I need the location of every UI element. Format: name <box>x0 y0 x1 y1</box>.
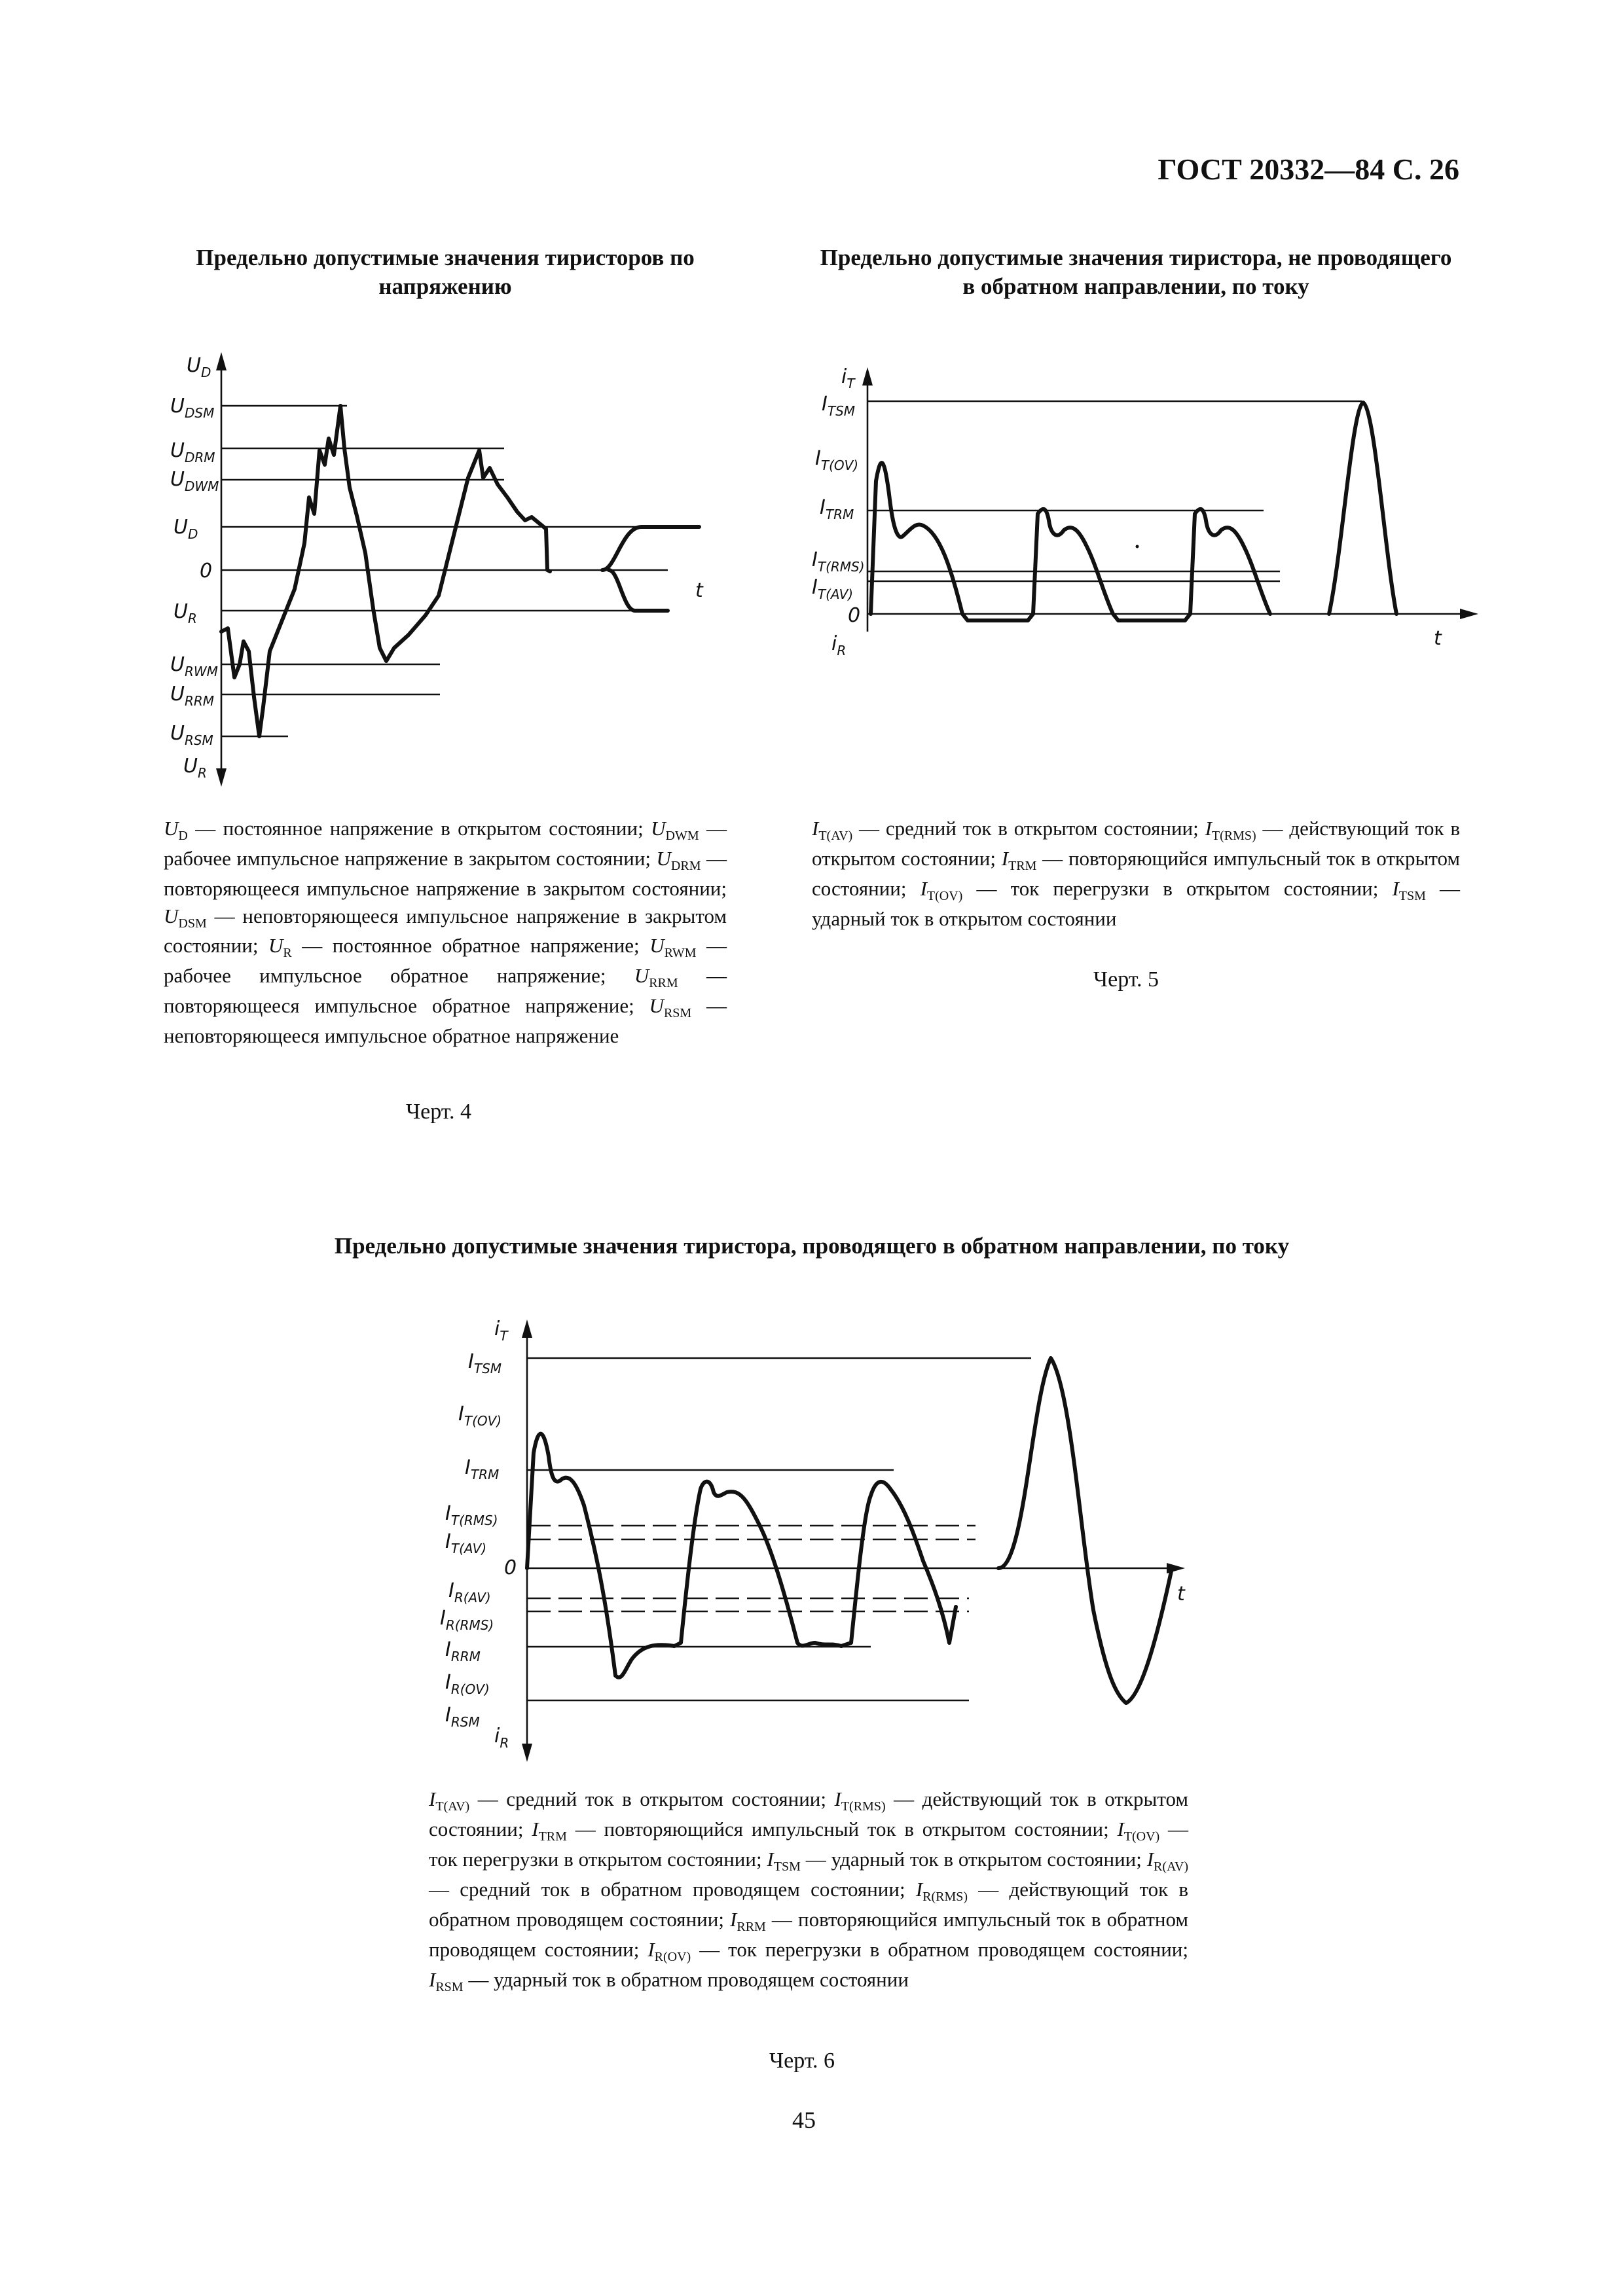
fig5-label: $I_{T(RMS)}$ <box>812 548 865 575</box>
fig6-label: $I_{TRM}$ <box>465 1456 500 1482</box>
fig5-zero-label: 0 <box>848 604 861 627</box>
fig5-legend: $I_{T(AV)}$ — средний ток в открытом состоянии; $I_{T(RMS)}$ — действующий ток в открытом состоянии; $I_{TRM}$ — повторяющийся импульсный ток в открытом состоянии; $I_{T(OV)}$ — ток перегрузки в открытом состоянии; $I_{TSM}$ — ударный ток в открытом состоянии <box>812 817 1460 930</box>
fig5-label: $I_{TRM}$ <box>820 496 854 522</box>
fig5-label: $I_{TSM}$ <box>822 393 856 419</box>
fig4-caption: Черт. 4 <box>406 1100 472 1124</box>
fig6-caption: Черт. 6 <box>769 2049 835 2073</box>
fig4-label: $U_{RSM}$ <box>170 722 213 748</box>
fig6-arrow-down-icon <box>522 1744 532 1762</box>
fig5-label: $I_{T(OV)}$ <box>815 447 859 473</box>
fig4-label: $U_D$ <box>173 516 198 542</box>
fig4-axis-top-label: $U_D$ <box>187 354 211 380</box>
page-header: ГОСТ 20332—84 С. 26 <box>1158 152 1459 186</box>
fig6-surge-wave <box>998 1358 1172 1703</box>
fig6-label: $I_{RSM}$ <box>445 1704 480 1730</box>
fig6-title: Предельно допустимые значения тиристора, проводящего в обратном направлении, по току <box>334 1233 1290 1259</box>
fig5-axis-bottom-label: $i_R$ <box>831 632 847 658</box>
fig4-arrow-down-icon <box>216 768 227 787</box>
fig5-dot <box>1136 545 1139 548</box>
fig6-label: $I_{T(OV)}$ <box>458 1403 502 1429</box>
fig5-axis-top-label: $i_T$ <box>841 365 855 391</box>
fig4-zero-label: 0 <box>200 560 213 583</box>
fig6-label: $I_{R(RMS)}$ <box>440 1607 494 1633</box>
fig5-title: Предельно допустимые значения тиристора, не проводящего в обратном направлении, по току <box>820 245 1452 299</box>
fig5-caption: Черт. 5 <box>1093 967 1159 992</box>
fig5-diagram <box>805 357 1486 684</box>
fig6-label: $I_{T(RMS)}$ <box>445 1502 498 1528</box>
fig6-label: $I_{R(AV)}$ <box>448 1579 491 1605</box>
fig4-label: $U_{DRM}$ <box>170 439 215 465</box>
fig4-label: $U_{RWM}$ <box>170 653 218 679</box>
fig6-axis-top-label: $i_T$ <box>494 1318 508 1344</box>
fig6-zero-label: 0 <box>504 1556 517 1579</box>
fig4-diagram <box>157 340 720 798</box>
fig4-t-label: t <box>695 579 703 602</box>
fig5-label: $I_{T(AV)}$ <box>812 576 854 602</box>
fig6-axis-bottom-label: $i_R$ <box>494 1725 509 1751</box>
fig5-surge-pulse <box>1329 403 1396 614</box>
fig6-t-label: t <box>1177 1583 1185 1605</box>
fig4-voltage-dip <box>609 570 668 611</box>
fig6-label: $I_{T(AV)}$ <box>445 1530 487 1556</box>
fig4-voltage-curve <box>221 406 550 736</box>
fig6-legend: $I_{T(AV)}$ — средний ток в открытом состоянии; $I_{T(RMS)}$ — действующий ток в открытом состоянии; $I_{TRM}$ — повторяющийся импульсный ток в открытом состоянии; $I_{T(OV)}$ — ток перегрузки в открытом состоянии; $I_{TSM}$ — ударный ток в открытом состоянии; $I_{R(AV)}$ — средний ток в обратном проводящем состоянии; $I_{R(RMS)}$ — действующий ток в обратном проводящем состоянии; $I_{RRM}$ — повторяющийся импульсный ток в обратном проводящем состоянии; $I_{R(OV)}$ — ток перегрузки в обратном проводящем состоянии; $I_{RSM}$ — ударный ток в обратном проводящем состоянии <box>429 1787 1189 1995</box>
fig4-label: $U_{DWM}$ <box>170 468 219 494</box>
fig5-t-label: t <box>1434 627 1442 650</box>
fig4-label: $U_{DSM}$ <box>170 395 215 421</box>
fig5-current-curve <box>871 463 1270 620</box>
fig4-axis-bottom-label: $U_R$ <box>183 755 207 781</box>
fig4-arrow-up-icon <box>216 352 227 370</box>
fig5-arrow-right-icon <box>1460 609 1478 619</box>
fig6-diagram <box>432 1302 1218 1774</box>
fig6-arrow-up-icon <box>522 1319 532 1338</box>
fig4-title: Предельно допустимые значения тиристоров по напряжению <box>196 245 695 299</box>
fig4-label: $U_{RRM}$ <box>170 683 215 709</box>
fig5-arrow-up-icon <box>862 367 873 386</box>
fig4-voltage-tail <box>602 527 699 570</box>
fig4-legend: $U_D$ — постоянное напряжение в открытом состоянии; $U_{DWM}$ — рабочее импульсное напряжение в закрытом состоянии; $U_{DRM}$ — повторяющееся импульсное напряжение в закрытом состоянии; $U_{DSM}$ — неповторяющееся импульсное напряжение в закрытом состоянии; $U_R$ — постоянное обратное напряжение; $U_{RWM}$ — рабочее импульсное обратное напряжение; $U_{RRM}$ — повторяющееся импульсное обратное напряжение; $U_{RSM}$ — неповторяющееся импульсное обратное напряжение <box>164 817 727 1048</box>
fig6-label: $I_{RRM}$ <box>445 1638 481 1664</box>
fig6-label: $I_{R(OV)}$ <box>445 1671 490 1697</box>
fig6-label: $I_{TSM}$ <box>468 1350 502 1376</box>
page-number: 45 <box>792 2107 816 2133</box>
fig4-label: $U_R$ <box>173 600 197 626</box>
